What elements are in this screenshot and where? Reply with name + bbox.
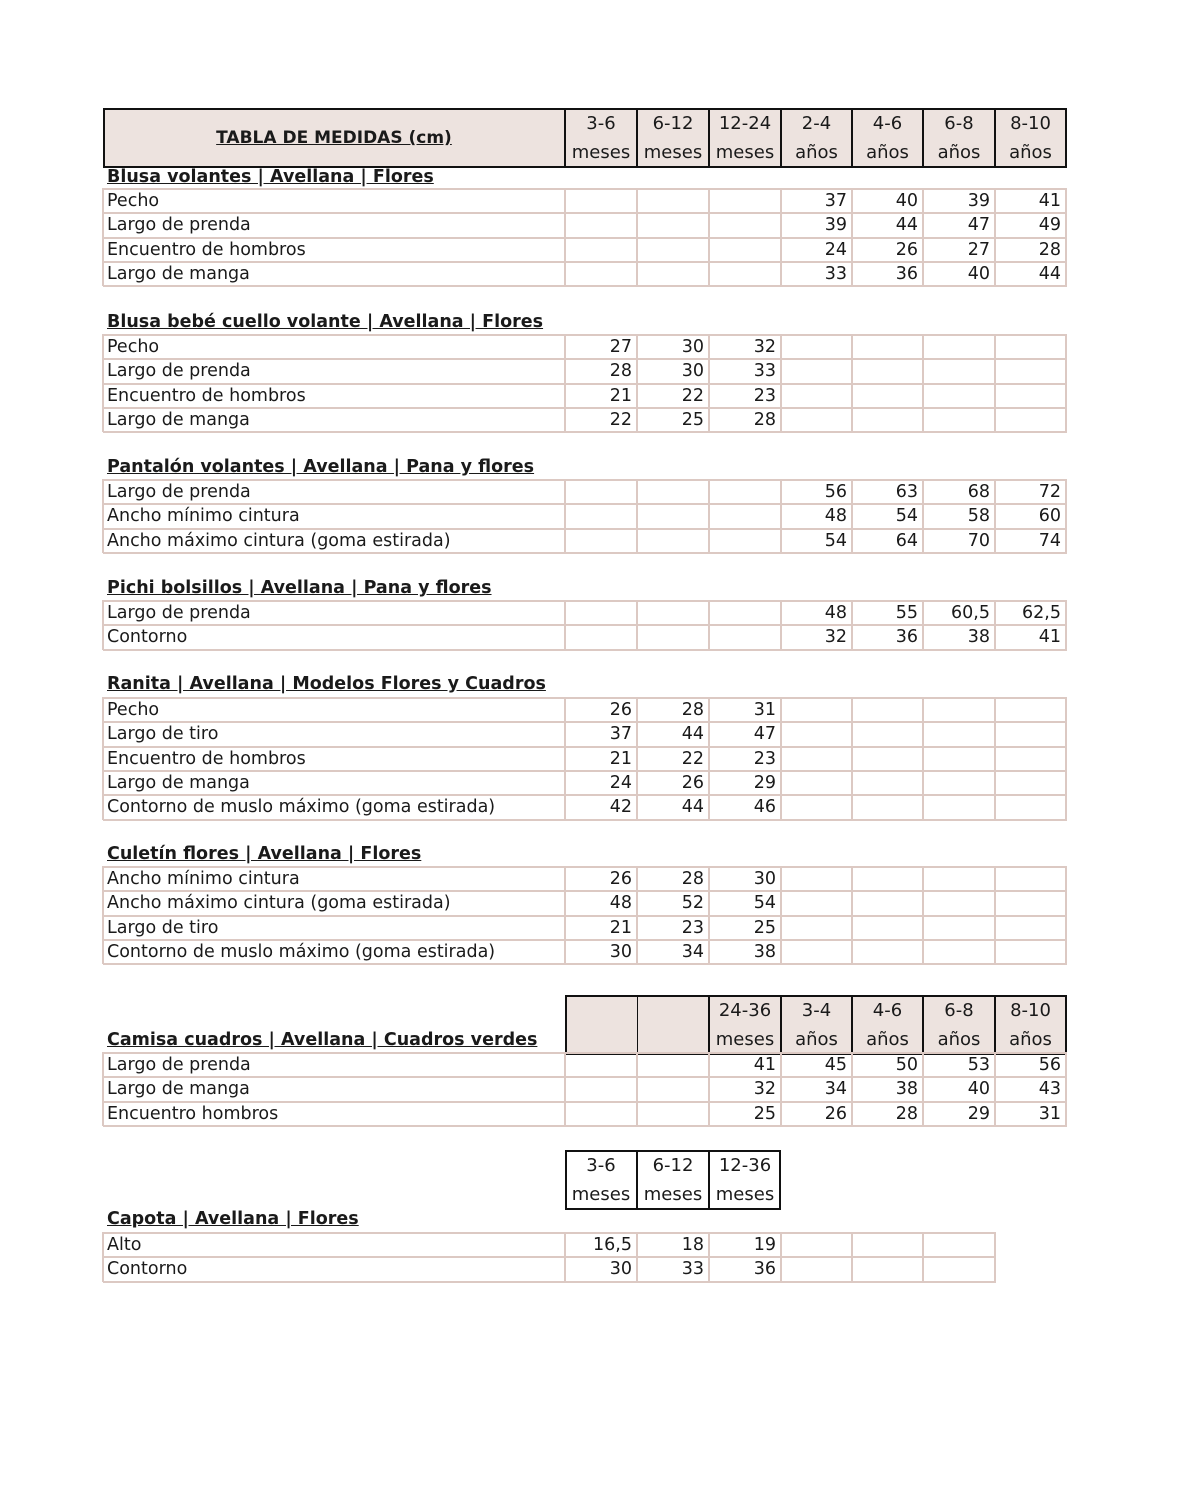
grid-line: [564, 479, 566, 553]
measure-value: 26: [681, 772, 704, 793]
grid-line: [994, 334, 996, 432]
section-title: Capota | Avellana | Flores: [107, 1209, 359, 1229]
measure-value: 23: [753, 748, 776, 769]
row-label: Contorno de muslo máximo (goma estirada): [107, 797, 496, 818]
grid-line: [103, 1232, 996, 1234]
size-header-num: 6-12: [652, 113, 694, 134]
size-header-num: 3-6: [586, 113, 616, 134]
size-header-unit: años: [795, 142, 838, 163]
measure-value: 31: [753, 700, 776, 720]
grid-line: [851, 1232, 853, 1282]
grid-line: [103, 1256, 996, 1258]
row-label: Largo de prenda: [107, 482, 251, 502]
measure-value: 28: [1038, 239, 1061, 260]
section-title: Pichi bolsillos | Avellana | Pana y flores: [107, 578, 492, 598]
measure-value: 47: [753, 724, 776, 745]
size-header-num: 12-36: [718, 1155, 772, 1176]
row-label: Ancho máximo cintura (goma estirada): [107, 530, 451, 551]
grid-line: [564, 600, 566, 650]
measure-value: 63: [895, 482, 918, 502]
row-label: Largo de manga: [107, 409, 250, 430]
section-title: Blusa volantes | Avellana | Flores: [107, 167, 434, 187]
size-header-unit: meses: [643, 1184, 703, 1205]
grid-line: [636, 188, 638, 286]
grid-line: [636, 600, 638, 650]
grid-line: [103, 1281, 996, 1283]
measure-value: 40: [967, 1079, 990, 1100]
measure-value: 40: [895, 191, 918, 211]
row-label: Alto: [107, 1235, 142, 1255]
measure-value: 54: [895, 506, 918, 527]
grid-line: [994, 697, 996, 820]
measure-value: 39: [967, 191, 990, 211]
measure-value: 60,5: [951, 603, 990, 623]
grid-line: [102, 1232, 104, 1282]
measure-value: 53: [967, 1055, 990, 1075]
measure-value: 33: [753, 361, 776, 382]
measure-value: 23: [753, 385, 776, 406]
measure-value: 39: [824, 215, 847, 236]
grid-line: [851, 697, 853, 820]
grid-line: [922, 866, 924, 964]
grid-line: [708, 600, 710, 650]
measure-value: 26: [609, 869, 632, 889]
measure-value: 41: [1038, 191, 1061, 211]
measure-value: 68: [967, 482, 990, 502]
measure-value: 21: [609, 917, 632, 938]
size-header-num: 12-24: [718, 113, 772, 134]
row-label: Largo de prenda: [107, 1055, 251, 1075]
grid-line: [780, 697, 782, 820]
grid-line: [1065, 1052, 1067, 1126]
measure-value: 44: [895, 215, 918, 236]
grid-line: [102, 697, 104, 820]
measure-value: 26: [895, 239, 918, 260]
measure-value: 32: [753, 1079, 776, 1100]
section-title: Pantalón volantes | Avellana | Pana y flores: [107, 457, 535, 477]
size-header-num: 6-8: [944, 1000, 974, 1021]
measure-value: 48: [824, 506, 847, 527]
measure-value: 40: [967, 263, 990, 284]
measure-value: 28: [753, 409, 776, 430]
section-title: Culetín flores | Avellana | Flores: [107, 844, 422, 864]
grid-line: [102, 600, 104, 650]
grid-line: [636, 1052, 638, 1126]
measure-value: 30: [681, 361, 704, 382]
measure-value: 42: [609, 797, 632, 818]
size-header-unit: meses: [715, 1184, 775, 1205]
measure-value: 56: [824, 482, 847, 502]
measure-value: 25: [753, 917, 776, 938]
grid-line: [708, 188, 710, 286]
row-label: Encuentro hombros: [107, 1103, 279, 1124]
measure-value: 30: [609, 1259, 632, 1280]
measure-value: 28: [895, 1103, 918, 1124]
grid-line: [922, 697, 924, 820]
grid-line: [564, 1052, 566, 1126]
row-label: Largo de tiro: [107, 724, 219, 745]
row-label: Largo de prenda: [107, 215, 251, 236]
measure-value: 33: [824, 263, 847, 284]
grid-line: [851, 866, 853, 964]
row-label: Contorno: [107, 1259, 188, 1280]
measure-value: 31: [1038, 1103, 1061, 1124]
blank-header-cell: [567, 997, 637, 1053]
measure-value: 62,5: [1022, 603, 1061, 623]
measure-value: 18: [681, 1235, 704, 1255]
measure-value: 45: [824, 1055, 847, 1075]
measure-value: 44: [1038, 263, 1061, 284]
measure-value: 22: [681, 748, 704, 769]
measure-value: 47: [967, 215, 990, 236]
grid-line: [1065, 600, 1067, 650]
size-header-unit: meses: [571, 1184, 631, 1205]
measure-value: 60: [1038, 506, 1061, 527]
measure-value: 37: [824, 191, 847, 211]
grid-line: [1065, 697, 1067, 820]
measure-value: 56: [1038, 1055, 1061, 1075]
size-header-unit: años: [1009, 142, 1052, 163]
size-header-num: 24-36: [718, 1000, 772, 1021]
measure-value: 24: [609, 772, 632, 793]
grid-line: [102, 188, 104, 286]
measure-value: 28: [609, 361, 632, 382]
grid-line: [780, 334, 782, 432]
measure-value: 72: [1038, 482, 1061, 502]
size-header-unit: años: [866, 1029, 909, 1050]
row-label: Pecho: [107, 700, 160, 720]
grid-line: [994, 1232, 996, 1282]
section-title: Ranita | Avellana | Modelos Flores y Cuadros: [107, 674, 546, 694]
grid-line: [636, 479, 638, 553]
measure-value: 48: [609, 893, 632, 914]
grid-line: [708, 479, 710, 553]
grid-line: [780, 1232, 782, 1282]
size-header-num: 8-10: [1010, 113, 1051, 134]
measure-value: 25: [681, 409, 704, 430]
measure-value: 58: [967, 506, 990, 527]
size-header-num: 8-10: [1010, 1000, 1051, 1021]
size-header-num: 3-4: [801, 1000, 832, 1021]
size-header-num: 2-4: [801, 113, 832, 134]
row-label: Encuentro de hombros: [107, 239, 306, 260]
size-header-unit: años: [866, 142, 909, 163]
size-header-num: 4-6: [872, 113, 903, 134]
size-header-unit: meses: [643, 142, 703, 163]
size-header-unit: años: [795, 1029, 838, 1050]
measure-value: 38: [753, 941, 776, 962]
grid-line: [102, 1052, 104, 1126]
section-title: Blusa bebé cuello volante | Avellana | Flores: [107, 312, 544, 332]
measure-value: 33: [681, 1259, 704, 1280]
size-header-num: 4-6: [872, 1000, 903, 1021]
size-header-unit: años: [937, 142, 981, 163]
measure-value: 38: [967, 627, 990, 648]
row-label: Ancho máximo cintura (goma estirada): [107, 893, 451, 914]
row-label: Largo de manga: [107, 1079, 250, 1100]
size-header-unit: años: [937, 1029, 981, 1050]
measure-value: 32: [753, 337, 776, 357]
size-header-num: 6-8: [944, 113, 974, 134]
row-label: Pecho: [107, 191, 160, 211]
grid-line: [851, 334, 853, 432]
section-title: Camisa cuadros | Avellana | Cuadros verdes: [107, 1030, 538, 1050]
grid-line: [564, 188, 566, 286]
measure-value: 25: [753, 1103, 776, 1124]
measure-value: 30: [681, 337, 704, 357]
measure-value: 41: [753, 1055, 776, 1075]
measure-value: 27: [609, 337, 632, 357]
size-header-num: 3-6: [586, 1155, 616, 1176]
row-label: Largo de prenda: [107, 603, 251, 623]
measure-value: 24: [824, 239, 847, 260]
size-header-unit: años: [1009, 1029, 1052, 1050]
grid-line: [922, 334, 924, 432]
measure-value: 28: [681, 700, 704, 720]
measure-value: 48: [824, 603, 847, 623]
measure-value: 29: [967, 1103, 990, 1124]
measure-value: 38: [895, 1079, 918, 1100]
measure-value: 21: [609, 385, 632, 406]
measure-value: 37: [609, 724, 632, 745]
measure-value: 26: [609, 700, 632, 720]
measure-value: 23: [681, 917, 704, 938]
size-header-unit: meses: [715, 1029, 775, 1050]
measure-value: 32: [824, 627, 847, 648]
grid-line: [102, 866, 104, 964]
row-label: Encuentro de hombros: [107, 748, 306, 769]
measure-value: 22: [609, 409, 632, 430]
measure-value: 49: [1038, 215, 1061, 236]
measure-value: 34: [681, 941, 704, 962]
measure-value: 36: [753, 1259, 776, 1280]
grid-line: [1065, 866, 1067, 964]
grid-line: [780, 866, 782, 964]
row-label: Ancho mínimo cintura: [107, 869, 300, 889]
size-header-unit: meses: [715, 142, 775, 163]
measure-value: 54: [824, 530, 847, 551]
measure-value: 46: [753, 797, 776, 818]
measure-value: 16,5: [593, 1235, 632, 1255]
measure-value: 36: [895, 627, 918, 648]
measure-value: 43: [1038, 1079, 1061, 1100]
measure-value: 21: [609, 748, 632, 769]
measure-value: 54: [753, 893, 776, 914]
grid-line: [922, 1232, 924, 1282]
row-label: Largo de manga: [107, 263, 250, 284]
page-title: TABLA DE MEDIDAS (cm): [216, 128, 452, 148]
row-label: Ancho mínimo cintura: [107, 506, 300, 527]
size-header-num: 6-12: [652, 1155, 694, 1176]
grid-line: [1065, 479, 1067, 553]
measure-value: 22: [681, 385, 704, 406]
measure-value: 52: [681, 893, 704, 914]
measure-value: 19: [753, 1235, 776, 1255]
measure-value: 30: [609, 941, 632, 962]
row-label: Largo de prenda: [107, 361, 251, 382]
measure-value: 50: [895, 1055, 918, 1075]
grid-line: [1065, 188, 1067, 286]
row-label: Encuentro de hombros: [107, 385, 306, 406]
size-header-unit: meses: [571, 142, 631, 163]
measure-value: 44: [681, 724, 704, 745]
blank-header-cell: [638, 997, 708, 1053]
grid-line: [102, 479, 104, 553]
row-label: Contorno de muslo máximo (goma estirada): [107, 941, 496, 962]
measure-value: 34: [824, 1079, 847, 1100]
measure-value: 26: [824, 1103, 847, 1124]
grid-line: [994, 866, 996, 964]
measure-value: 27: [967, 239, 990, 260]
grid-line: [102, 334, 104, 432]
measure-value: 30: [753, 869, 776, 889]
measure-value: 55: [895, 603, 918, 623]
measure-value: 44: [681, 797, 704, 818]
measure-value: 41: [1038, 627, 1061, 648]
measure-value: 36: [895, 263, 918, 284]
measure-value: 70: [967, 530, 990, 551]
measure-value: 29: [753, 772, 776, 793]
row-label: Largo de tiro: [107, 917, 219, 938]
measure-value: 74: [1038, 530, 1061, 551]
row-label: Largo de manga: [107, 772, 250, 793]
measure-value: 28: [681, 869, 704, 889]
grid-line: [1065, 334, 1067, 432]
row-label: Contorno: [107, 627, 188, 648]
measure-value: 64: [895, 530, 918, 551]
row-label: Pecho: [107, 337, 160, 357]
